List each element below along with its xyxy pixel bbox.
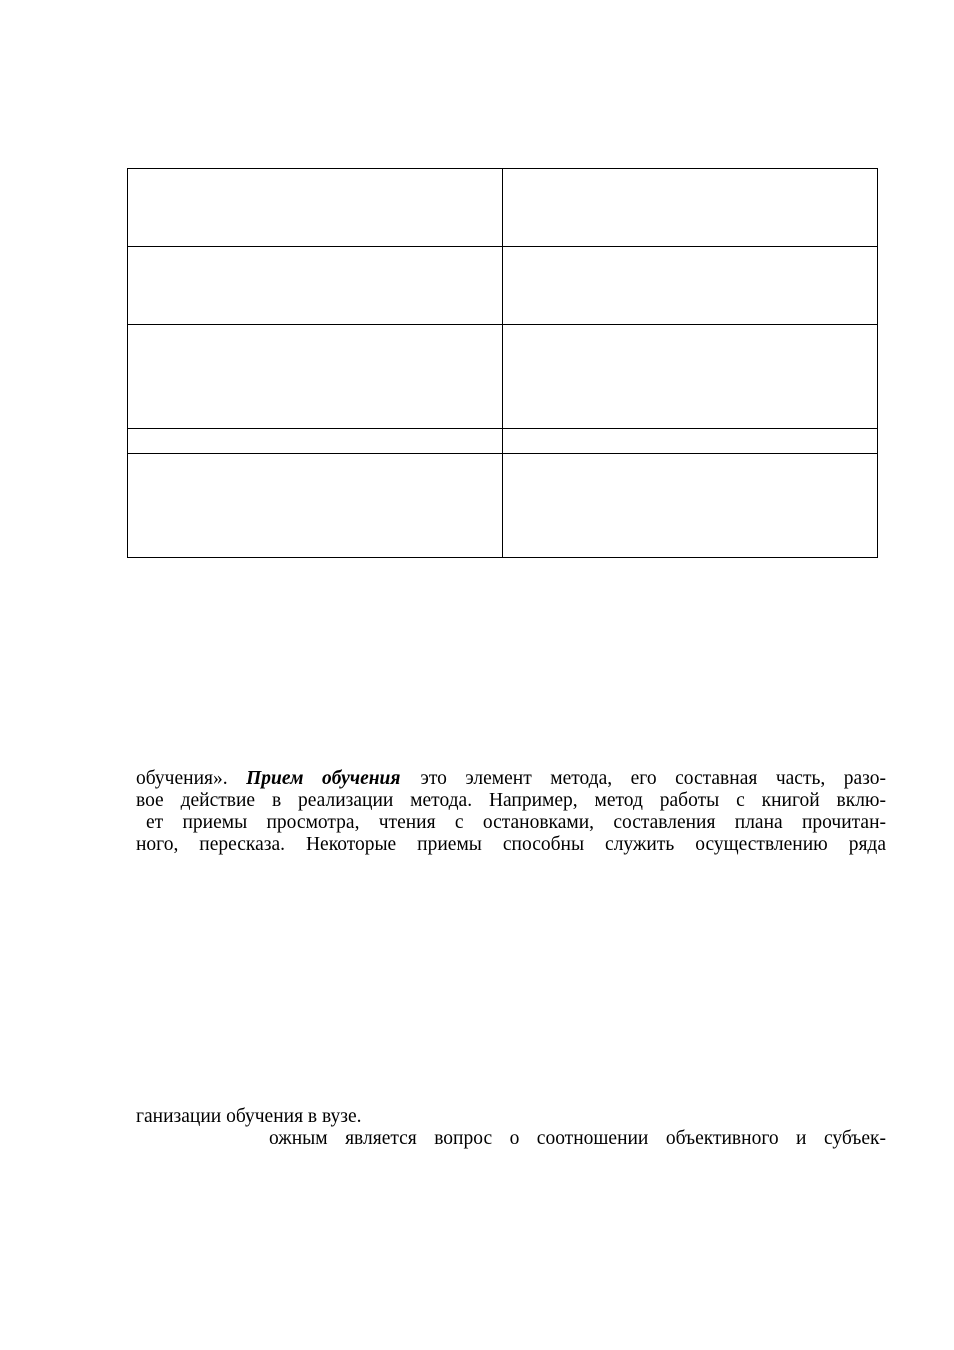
table-cell [503, 429, 878, 454]
table-row [128, 247, 878, 325]
table-cell [128, 429, 503, 454]
table-row [128, 429, 878, 454]
paragraph-method-technique [136, 768, 886, 856]
text-fragment: это элемент метода, его составная часть, разо- [420, 768, 887, 789]
table-cell [128, 325, 503, 429]
empty-table [127, 168, 878, 558]
table-cell [128, 169, 503, 247]
text-line: ного, пересказа. Некоторые приемы способны служить осуществлению ряда [136, 834, 886, 855]
table-row [128, 325, 878, 429]
text-line: ожным является вопрос о соотношении объективного и субъек- [269, 1128, 886, 1149]
text-line: ганизации обучения в вузе. [136, 1106, 362, 1127]
text-fragment: обучения». [136, 768, 228, 789]
text-line: ет приемы просмотра, чтения с остановками, составления плана прочитан- [146, 812, 886, 833]
table-cell [128, 454, 503, 558]
table-cell [503, 169, 878, 247]
table-cell [503, 247, 878, 325]
table-row [128, 169, 878, 247]
text-line: вое действие в реализации метода. Например, метод работы с книгой вклю- [136, 790, 886, 811]
table-cell [503, 454, 878, 558]
paragraph-university [136, 1106, 886, 1150]
text-line [136, 768, 886, 790]
term-emphasis: Прием обучения [246, 768, 401, 789]
table-cell [128, 247, 503, 325]
table-row [128, 454, 878, 558]
table-cell [503, 325, 878, 429]
